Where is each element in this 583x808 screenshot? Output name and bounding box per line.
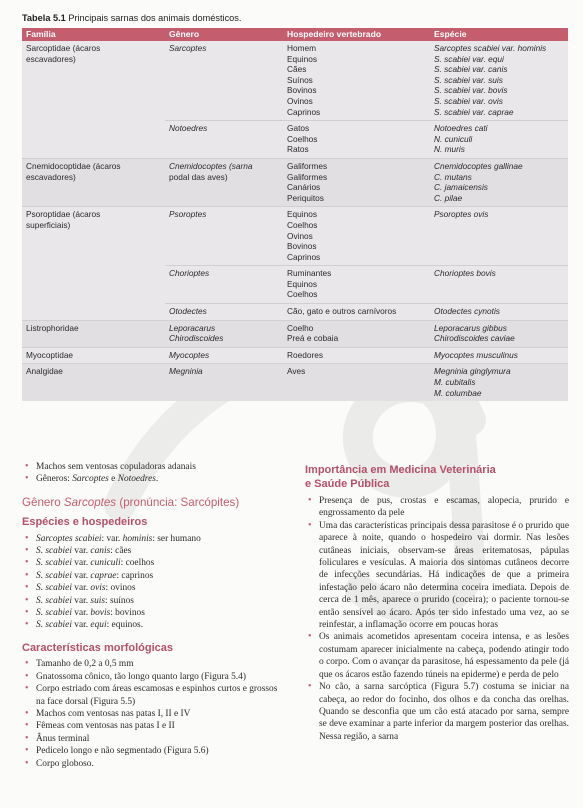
column-header: Espécie	[430, 28, 568, 41]
hospedeiro-cell	[283, 320, 430, 347]
familia-cell	[22, 158, 165, 206]
list-item	[22, 582, 284, 594]
host-text: : ser humano	[152, 533, 201, 544]
importance-list	[305, 495, 569, 743]
variety-name: ovis	[90, 583, 106, 594]
section-heading-morphology: Características morfológicas	[22, 641, 174, 654]
table-header-row	[22, 28, 568, 41]
table-body	[22, 41, 568, 401]
especie-cell	[430, 320, 568, 347]
cell-line: Equinos	[287, 53, 317, 64]
table-row	[22, 320, 568, 347]
list-item: • Gnatossoma cônico, tão longo quanto largo (Figura 5.4)	[22, 671, 284, 683]
hospedeiro-cell	[283, 207, 430, 266]
cell-line: Ovinos	[287, 230, 313, 241]
cell-line: Myocoptidae	[26, 349, 74, 360]
text: var.	[71, 558, 91, 569]
cell-line: Listrophoridae	[26, 322, 79, 333]
cell-line: S. scabiei var. caprae	[434, 106, 514, 117]
table-row	[22, 158, 568, 206]
host-text: : caprinos	[116, 570, 154, 581]
list-item: • Machos com ventosas nas patas I, II e IV	[22, 708, 284, 720]
host-text: : bovinos	[110, 608, 145, 619]
cell-line: M. columbae	[434, 387, 482, 398]
species-name: S. scabiei	[36, 558, 72, 569]
list-item: • Corpo globoso.	[22, 758, 284, 770]
especie-cell	[430, 207, 568, 266]
text: var.	[71, 546, 91, 557]
mange-species-table	[22, 28, 568, 401]
cell-line: Chorioptes bovis	[434, 268, 496, 279]
genero-cell	[165, 364, 283, 401]
especie-cell	[430, 364, 568, 401]
list-item	[22, 473, 284, 485]
morphology-list	[22, 658, 284, 770]
familia-cell	[22, 41, 165, 121]
list-item: • Tamanho de 0,2 a 0,5 mm	[22, 658, 284, 670]
table-row	[22, 266, 568, 304]
cell-line: Cães	[287, 64, 307, 75]
especie-cell	[430, 121, 568, 159]
genus-name: Sarcoptes	[72, 474, 109, 485]
cell-line: Preá e cobaia	[287, 333, 339, 344]
species-list	[22, 533, 284, 632]
genero-cell	[165, 304, 283, 321]
genero-cell	[165, 121, 283, 159]
table-row	[22, 207, 568, 266]
cell-line: Megninia ginglymura	[434, 366, 511, 377]
table-row	[22, 347, 568, 364]
cell-line: S. scabiei var. canis	[434, 64, 508, 75]
list-item: • Ânus terminal	[22, 733, 284, 745]
cell-line: Cão, gato e outros carnívoros	[287, 306, 397, 317]
left-column	[22, 461, 284, 770]
species-name: S. scabiei	[36, 608, 72, 619]
column-header: Hospedeiro vertebrado	[283, 28, 430, 41]
text: .	[155, 474, 159, 485]
host-text: : ovinos	[105, 583, 136, 594]
cell-line: Analgidae	[26, 366, 63, 377]
cell-line: Otodectes	[169, 306, 207, 317]
genero-cell	[165, 266, 283, 304]
cell-line: Leporacarus gibbus	[434, 322, 507, 333]
list-item: • Fêmeas com ventosas nas patas I e II	[22, 720, 284, 732]
cell-line: C. mutans	[434, 171, 472, 182]
section-heading-importance: Importância em Medicina Veterinária e Saúde Pública	[305, 464, 496, 490]
genus-heading: Gênero Sarcoptes (pronúncia: Sarcópites)	[22, 495, 240, 509]
especie-cell	[430, 41, 568, 121]
cell-line: podal das aves)	[169, 171, 228, 182]
cell-line: Roedores	[287, 349, 323, 360]
cell-line: Chorioptes	[169, 268, 210, 279]
column-header: Família	[22, 28, 165, 41]
cell-line: Suínos	[287, 74, 313, 85]
table-row	[22, 364, 568, 401]
table-row	[22, 121, 568, 159]
genero-cell	[165, 207, 283, 266]
list-item	[22, 570, 284, 582]
table-caption	[22, 13, 241, 23]
hospedeiro-cell	[283, 41, 430, 121]
list-item: • Os animais acometidos apresentam coceira intensa, e as lesões costumam aparecer inicialmente na cabeça, podendo atingir todo o corpo. Com o avançar da parasitose, há espessamento da pele (já que os ácaros estão fazendo túneis na epiderme) e perda de pelo	[305, 631, 569, 681]
text: var.	[71, 583, 91, 594]
host-text: : coelhos	[120, 558, 155, 569]
cell-line: Notoedres cati	[434, 123, 488, 134]
list-item: • Pedicelo longo e não segmentado (Figura 5.6)	[22, 745, 284, 757]
cell-line: Ovinos	[287, 95, 313, 106]
table-caption-number: Tabela 5.1	[22, 13, 66, 23]
species-name: S. scabiei	[36, 546, 72, 557]
cell-line: superficiais)	[26, 219, 71, 230]
cell-line: N. muris	[434, 144, 465, 155]
cell-line: Cnemidocoptes (sarna	[169, 160, 253, 171]
host-text: : cães	[110, 546, 132, 557]
list-item	[22, 595, 284, 607]
variety-name: canis	[90, 546, 111, 557]
cell-line: Equinos	[287, 278, 317, 289]
genero-cell	[165, 347, 283, 364]
cell-line: Aves	[287, 366, 306, 377]
list-item	[22, 607, 284, 619]
hospedeiro-cell	[283, 121, 430, 159]
cell-line: Myocoptes musculinus	[434, 349, 518, 360]
list-item	[22, 545, 284, 557]
cell-line: Homem	[287, 43, 317, 53]
cell-line: Psoroptidae (ácaros	[26, 209, 101, 220]
cell-line: Coelhos	[287, 289, 318, 300]
genero-cell	[165, 320, 283, 347]
cell-line: C. pilae	[434, 192, 463, 203]
cell-line: Bovinos	[287, 85, 317, 96]
cell-line: Notoedres	[169, 123, 208, 134]
cell-line: Galiformes	[287, 160, 328, 171]
familia-cell	[22, 266, 165, 304]
cell-line: Bovinos	[287, 241, 317, 252]
cell-line: M. cubitalis	[434, 377, 476, 388]
cell-line: Psoroptes	[169, 209, 207, 220]
list-item	[22, 533, 284, 545]
table-caption-text: Principais sarnas dos animais domésticos.	[68, 13, 242, 23]
variety-name: equi	[90, 620, 107, 631]
species-name: S. scabiei	[36, 570, 72, 581]
cell-line: Chirodiscoides	[169, 333, 224, 344]
cell-line: Coelhos	[287, 219, 318, 230]
variety-name: caprae	[90, 570, 117, 581]
host-text: : equinos.	[106, 620, 144, 631]
table-row	[22, 41, 568, 121]
cell-line: Otodectes cynotis	[434, 306, 500, 317]
cell-line: S. scabiei var. equi	[434, 53, 504, 64]
column-header: Gênero	[165, 28, 283, 41]
section-heading-species: Espécies e hospedeiros	[22, 516, 148, 529]
cell-line: Gatos	[287, 123, 310, 134]
cell-line: Ratos	[287, 144, 309, 155]
cell-line: S. scabiei var. ovis	[434, 95, 503, 106]
familia-cell	[22, 347, 165, 364]
text: var.	[71, 620, 91, 631]
especie-cell	[430, 266, 568, 304]
cell-line: Coelho	[287, 322, 314, 333]
hospedeiro-cell	[283, 266, 430, 304]
variety-name: cuniculi	[90, 558, 121, 569]
cell-line: Galiformes	[287, 171, 328, 182]
species-name: Sarcoptes scabiei	[36, 533, 102, 544]
list-item	[22, 557, 284, 569]
hospedeiro-cell	[283, 347, 430, 364]
variety-name: hominis	[122, 533, 153, 544]
text: var.	[71, 570, 91, 581]
cell-line: Caprinos	[287, 251, 321, 262]
text: e	[108, 474, 118, 485]
variety-name: bovis	[90, 608, 111, 619]
list-item: • Corpo estriado com áreas escamosas e espinhos curtos e grossos na face dorsal (Figura 5.5)	[22, 683, 284, 708]
text: var.	[71, 608, 91, 619]
text: Gêneros:	[36, 474, 73, 485]
right-column	[305, 461, 569, 743]
species-name: S. scabiei	[36, 620, 72, 631]
host-text: : suínos	[105, 595, 134, 606]
cell-line: S. scabiei var. bovis	[434, 85, 508, 96]
hospedeiro-cell	[283, 158, 430, 206]
list-item: • Presença de pus, crostas e escamas, alopecia, prurido e engrossamento da pele	[305, 495, 569, 520]
cell-line: Myocoptes	[169, 349, 210, 360]
familia-cell	[22, 121, 165, 159]
intro-list	[22, 461, 284, 486]
cell-line: N. cuniculi	[434, 133, 473, 144]
cell-line: S. scabiei var. suis	[434, 74, 503, 85]
familia-cell	[22, 207, 165, 266]
cell-line: Sarcoptes	[169, 43, 207, 53]
table-row	[22, 304, 568, 321]
cell-line: Chirodiscoides caviae	[434, 333, 515, 344]
cell-line: Cnemidocoptidae (ácaros	[26, 160, 121, 171]
cell-line: Sarcoptidae (ácaros	[26, 43, 101, 53]
familia-cell	[22, 304, 165, 321]
variety-name: suis	[90, 595, 106, 606]
cell-line: Leporacarus	[169, 322, 216, 333]
species-name: S. scabiei	[36, 583, 72, 594]
cell-line: Ruminantes	[287, 268, 332, 279]
text: var.	[71, 595, 91, 606]
list-item: • Machos sem ventosas copuladoras adanais	[22, 461, 284, 473]
cell-line: C. jamaicensis	[434, 182, 488, 193]
genus-name: Notoedres	[117, 474, 156, 485]
cell-line: Megninia	[169, 366, 203, 377]
familia-cell	[22, 320, 165, 347]
genero-cell	[165, 41, 283, 121]
cell-line: Canários	[287, 182, 321, 193]
hospedeiro-cell	[283, 304, 430, 321]
familia-cell	[22, 364, 165, 401]
cell-line: Periquitos	[287, 192, 324, 203]
especie-cell	[430, 347, 568, 364]
cell-line: Psoroptes ovis	[434, 209, 489, 220]
cell-line: escavadores)	[26, 171, 76, 182]
list-item: • Uma das características principais dessa parasitose é o prurido que aparece à noite, quando o hospedeiro vai dormir. Nas lesões cutâneas iniciais, observam-se áreas eritematosas, pápulas foliculares e vesículas. A maioria dos sintomas cutâneos decorre de infecções secundárias. Há indicações de que a primeira infestação pelo ácaro não determina coceira imediata. Depois de cerca de 1 mês, aparece o prurido (coceira); o paciente tornou-se então sensível ao ácaro. Após ter sido infestado uma vez, ao se reinfestar, a inflamação ocorre em poucas horas	[305, 520, 569, 632]
cell-line: escavadores)	[26, 53, 76, 64]
especie-cell	[430, 304, 568, 321]
cell-line: Cnemidocoptes gallinae	[434, 160, 523, 171]
cell-line: Coelhos	[287, 133, 318, 144]
species-name: S. scabiei	[36, 595, 72, 606]
genero-cell	[165, 158, 283, 206]
cell-line: Equinos	[287, 209, 317, 220]
text: : var.	[101, 533, 123, 544]
list-item	[22, 619, 284, 631]
cell-line: Sarcoptes scabiei var. hominis	[434, 43, 547, 53]
cell-line: Caprinos	[287, 106, 321, 117]
list-item: • No cão, a sarna sarcóptica (Figura 5.7) costuma se iniciar na cabeça, ao redor do focinho, dos olhos e da concha das orelhas. Quando se desconfia que um cão está atacado por sarna, sempre se deve examinar a parte inferior da margem posterior das orelhas. Nessa região, a sarna	[305, 681, 569, 743]
hospedeiro-cell	[283, 364, 430, 401]
especie-cell	[430, 158, 568, 206]
